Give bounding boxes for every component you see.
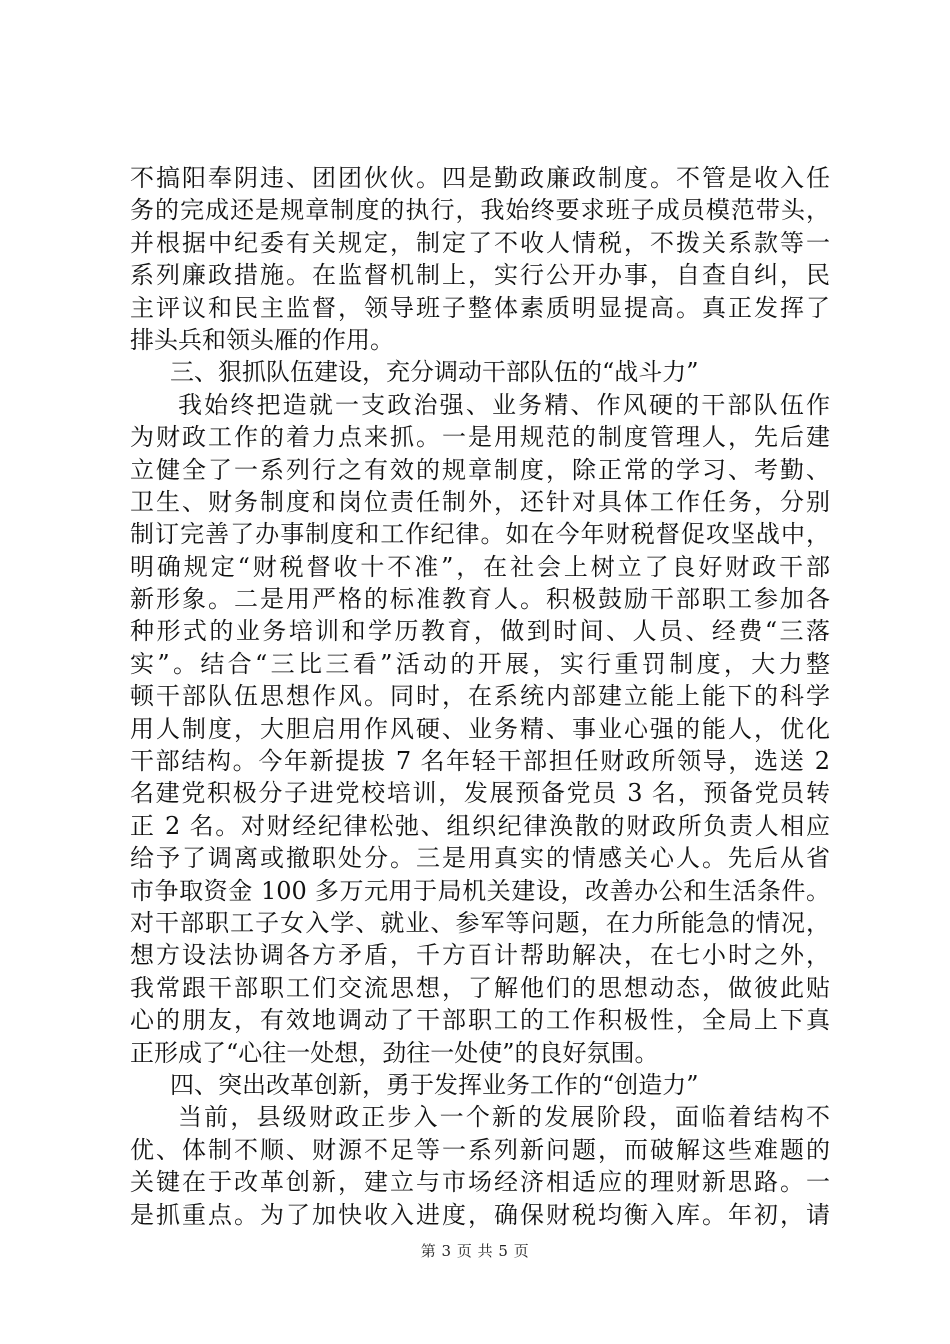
text-line: 想方设法协调各方矛盾，千方百计帮助解决，在七小时之外，	[130, 941, 830, 970]
section-heading: 三、狠抓队伍建设，充分调动干部队伍的“战斗力”	[170, 358, 699, 387]
text-line: 正形成了“心往一处想，劲往一处使”的良好氛围。	[130, 1038, 659, 1067]
text-line: 顿干部队伍思想作风。同时，在系统内部建立能上能下的科学	[130, 682, 830, 711]
text-line: 给予了调离或撤职处分。三是用真实的情感关心人。先后从省	[130, 844, 830, 873]
text-line: 我常跟干部职工们交流思想，了解他们的思想动态，做彼此贴	[130, 973, 830, 1002]
text-line: 卫生、财务制度和岗位责任制外，还针对具体工作任务，分别	[130, 487, 830, 516]
text-line: 心的朋友，有效地调动了干部职工的工作积极性，全局上下真	[130, 1006, 830, 1035]
text-line: 对干部职工子女入学、就业、参军等问题，在力所能急的情况，	[130, 908, 830, 937]
text-line: 优、体制不顺、财源不足等一系列新问题，而破解这些难题的	[130, 1135, 830, 1164]
text-line: 为财政工作的着力点来抓。一是用规范的制度管理人，先后建	[130, 423, 830, 452]
text-line: 主评议和民主监督，领导班子整体素质明显提高。真正发挥了	[130, 293, 830, 322]
text-line: 立健全了一系列行之有效的规章制度，除正常的学习、考勤、	[130, 455, 830, 484]
section-heading: 四、突出改革创新，勇于发挥业务工作的“创造力”	[170, 1070, 699, 1099]
text-line: 排头兵和领头雁的作用。	[130, 325, 394, 354]
text-line: 干部结构。今年新提拔 7 名年轻干部担任财政所领导，选送 2	[130, 747, 830, 776]
text-line: 正 2 名。对财经纪律松弛、组织纪律涣散的财政所负责人相应	[130, 811, 830, 840]
text-line: 制订完善了办事制度和工作纪律。如在今年财税督促攻坚战中，	[130, 520, 830, 549]
text-line: 当前，县级财政正步入一个新的发展阶段，面临着结构不	[178, 1103, 830, 1132]
text-line: 系列廉政措施。在监督机制上，实行公开办事，自查自纠，民	[130, 261, 830, 290]
text-line: 并根据中纪委有关规定，制定了不收人情税，不拨关系款等一	[130, 228, 830, 257]
text-line: 市争取资金 100 多万元用于局机关建设，改善办公和生活条件。	[130, 876, 830, 905]
document-body	[130, 162, 830, 1231]
text-line: 实”。结合“三比三看”活动的开展，实行重罚制度，大力整	[130, 649, 830, 678]
text-line: 新形象。二是用严格的标准教育人。积极鼓励干部职工参加各	[130, 585, 830, 614]
text-line: 务的完成还是规章制度的执行，我始终要求班子成员模范带头，	[130, 196, 830, 225]
text-line: 我始终把造就一支政治强、业务精、作风硬的干部队伍作	[178, 390, 830, 419]
text-line: 名建党积极分子进党校培训，发展预备党员 3 名，预备党员转	[130, 779, 830, 808]
text-line: 明确规定“财税督收十不准”，在社会上树立了良好财政干部	[130, 552, 830, 581]
text-line: 用人制度，大胆启用作风硬、业务精、事业心强的能人，优化	[130, 714, 830, 743]
text-line: 是抓重点。为了加快收入进度，确保财税均衡入库。年初，请	[130, 1200, 830, 1229]
page-footer: 第 3 页 共 5 页	[420, 1242, 530, 1260]
text-line: 关键在于改革创新，建立与市场经济相适应的理财新思路。一	[130, 1168, 830, 1197]
text-line: 不搞阳奉阴违、团团伙伙。四是勤政廉政制度。不管是收入任	[130, 164, 830, 192]
text-line: 种形式的业务培训和学历教育，做到时间、人员、经费“三落	[130, 617, 830, 646]
